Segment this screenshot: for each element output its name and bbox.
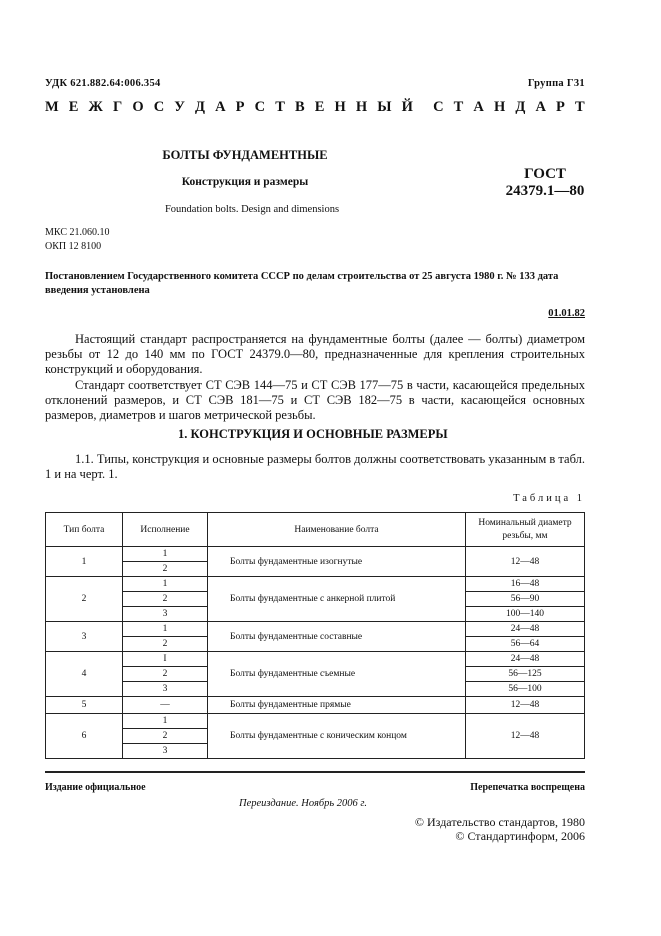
banner-letter: Т — [275, 99, 285, 115]
cell-diameter: 24—48 — [466, 622, 585, 637]
cell-diameter: 56—125 — [466, 667, 585, 682]
cell-variant: 1 — [123, 714, 208, 729]
cell-diameter: 12—48 — [466, 697, 585, 714]
cell-diameter: 56—90 — [466, 592, 585, 607]
cell-variant: I — [123, 652, 208, 667]
bolt-types-table — [45, 512, 585, 759]
copyright-publisher: © Издательство стандартов, 1980 — [414, 815, 585, 829]
cell-type: 1 — [46, 547, 123, 577]
banner-letter: Т — [453, 99, 464, 115]
cell-variant: 3 — [123, 682, 208, 697]
gost-label: ГОСТ — [524, 166, 566, 182]
official-edition: Издание официальное — [45, 782, 146, 793]
cell-bolt-name: Болты фундаментные с анкерной плитой — [208, 577, 466, 622]
banner-letter: Й — [401, 99, 413, 115]
cell-variant: 2 — [123, 592, 208, 607]
cell-variant: 2 — [123, 637, 208, 652]
header-diameter: Номинальный диаметр резьбы, мм — [466, 513, 585, 547]
cell-variant: 1 — [123, 547, 208, 562]
cell-diameter: 16—48 — [466, 577, 585, 592]
table-header-row — [46, 513, 585, 547]
cell-diameter: 12—48 — [466, 714, 585, 759]
banner-letter: В — [294, 99, 305, 115]
introduction-date: 01.01.82 — [548, 308, 585, 319]
table-row — [46, 714, 585, 729]
section-paragraph: 1.1. Типы, конструкция и основные размеры болтов должны соответствовать указанным в табл. 1 и на черт. 1. — [45, 452, 585, 481]
cell-variant: 2 — [123, 667, 208, 682]
cell-variant: 3 — [123, 607, 208, 622]
cell-variant: 3 — [123, 744, 208, 759]
banner-letter: О — [132, 99, 144, 115]
cell-bolt-name: Болты фундаментные с коническим концом — [208, 714, 466, 759]
header-type: Тип болта — [46, 513, 123, 547]
cell-diameter: 56—64 — [466, 637, 585, 652]
cell-bolt-name: Болты фундаментные съемные — [208, 652, 466, 697]
reprint-notice: Перепечатка воспрещена — [470, 782, 585, 793]
mks-code: МКС 21.060.10 — [45, 227, 110, 238]
cell-diameter: 12—48 — [466, 547, 585, 577]
banner-letter: А — [535, 99, 546, 115]
okp-code: ОКП 12 8100 — [45, 241, 102, 252]
banner-letter: Т — [574, 99, 585, 115]
cell-type: 4 — [46, 652, 123, 697]
cell-type: 6 — [46, 714, 123, 759]
cell-variant: 1 — [123, 577, 208, 592]
document-subtitle: Конструкция и размеры — [181, 176, 309, 188]
interstate-standard-banner — [45, 99, 585, 116]
table-row — [46, 652, 585, 667]
banner-letter: С — [254, 99, 266, 115]
banner-letter: Р — [556, 99, 565, 115]
cell-variant: 2 — [123, 729, 208, 744]
header-name: Наименование болта — [208, 513, 466, 547]
banner-letter: С — [433, 99, 444, 115]
banner-letter: Е — [314, 99, 325, 115]
banner-letter: Р — [235, 99, 245, 115]
cell-variant: — — [123, 697, 208, 714]
document-title: БОЛТЫ ФУНДАМЕНТНЫЕ — [162, 148, 328, 162]
banner-letter: Н — [355, 99, 368, 115]
reissue-note: Переиздание. Ноябрь 2006 г. — [239, 798, 368, 809]
banner-letter: А — [473, 99, 484, 115]
banner-letter: Е — [68, 99, 79, 115]
cell-variant: 1 — [123, 622, 208, 637]
banner-letter: Д — [195, 99, 205, 115]
intro-paragraph-2: Стандарт соответствует СТ СЭВ 144—75 и СТ СЭВ 177—75 в части, касающейся предельных отклонений размеров, и СТ СЭВ 181—75 и СТ СЭВ 182—75 в части, касающейся основных размеров, диаметров и шагов метрической резьбы. — [45, 378, 585, 422]
cell-variant: 2 — [123, 562, 208, 577]
cell-bolt-name: Болты фундаментные прямые — [208, 697, 466, 714]
decree-text: Постановлением Государственного комитета СССР по делам строительства от 25 августа 1980 г. № 133 дата введения установлена — [45, 271, 559, 296]
table-caption: Таблица 1 — [513, 493, 585, 504]
gost-number: 24379.1—80 — [505, 183, 585, 199]
banner-letter: Ы — [377, 99, 392, 115]
footer-divider — [45, 771, 585, 773]
udk-code: УДК 621.882.64:006.354 — [45, 78, 161, 89]
header-variant: Исполнение — [123, 513, 208, 547]
banner-letter: М — [45, 99, 59, 115]
banner-letter: Г — [112, 99, 123, 115]
cell-type: 5 — [46, 697, 123, 714]
cell-diameter: 100—140 — [466, 607, 585, 622]
banner-letter: Н — [334, 99, 346, 115]
banner-letter: С — [153, 99, 165, 115]
cell-bolt-name: Болты фундаментные составные — [208, 622, 466, 652]
copyright-standartinform: © Стандартинформ, 2006 — [455, 829, 585, 843]
section-title: 1. КОНСТРУКЦИЯ И ОСНОВНЫЕ РАЗМЕРЫ — [178, 427, 448, 441]
cell-diameter: 24—48 — [466, 652, 585, 667]
table-row — [46, 622, 585, 637]
banner-letter: Ж — [88, 99, 103, 115]
banner-letter: Н — [493, 99, 506, 115]
banner-letter: У — [174, 99, 185, 115]
cell-type: 2 — [46, 577, 123, 622]
banner-letter: Д — [515, 99, 526, 115]
table-row — [46, 577, 585, 592]
table-row — [46, 697, 585, 714]
group-code: Группа Г31 — [527, 78, 585, 89]
table-row — [46, 547, 585, 562]
english-title: Foundation bolts. Design and dimensions — [164, 204, 340, 215]
cell-type: 3 — [46, 622, 123, 652]
cell-diameter: 56—100 — [466, 682, 585, 697]
cell-bolt-name: Болты фундаментные изогнутые — [208, 547, 466, 577]
intro-paragraph-1: Настоящий стандарт распространяется на фундаментные болты (далее — болты) диаметром резьбы от 12 до 140 мм по ГОСТ 24379.0—80, предназначенные для крепления строительных конструкций и оборудования. — [45, 332, 585, 376]
banner-letter: А — [215, 99, 226, 115]
